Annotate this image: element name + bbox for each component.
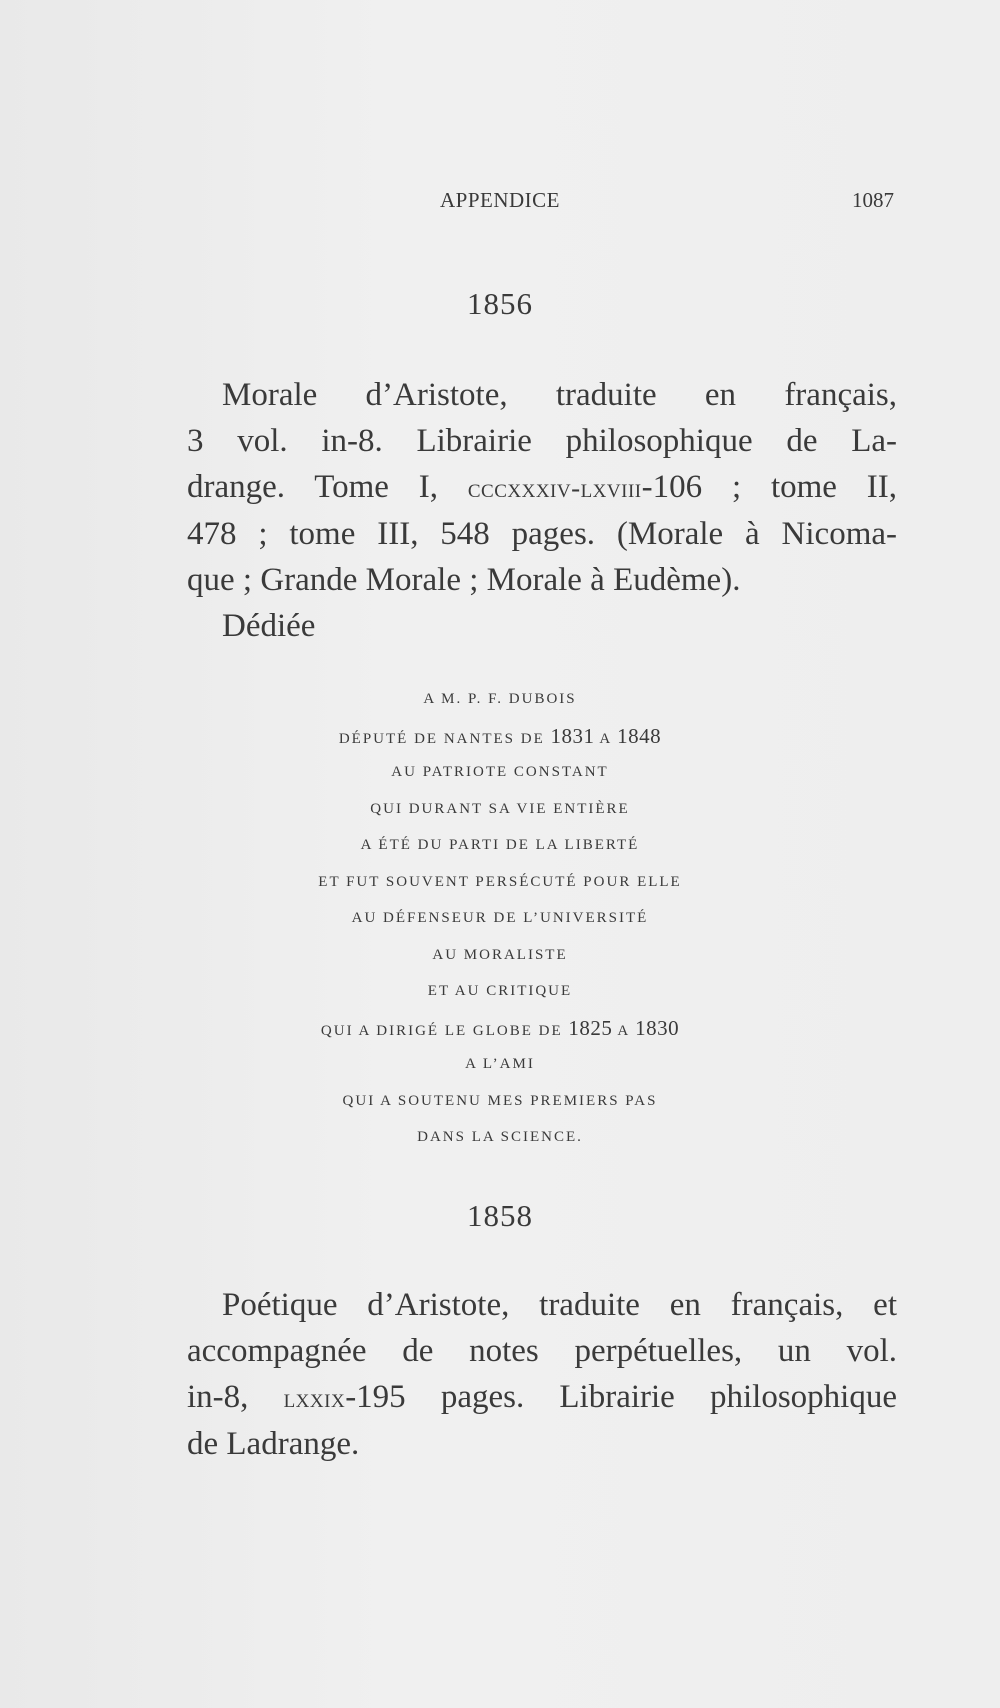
entry-1858-line: de Ladrange. — [187, 1426, 360, 1462]
dedication-block — [0, 681, 1000, 1156]
text-fragment: DÉPUTÉ DE NANTES DE — [338, 730, 551, 747]
entry-1858-line: accompagnée de notes perpétuelles, un vol. — [187, 1333, 897, 1369]
year-number: 1831 — [550, 723, 595, 748]
text-fragment: A — [612, 1022, 636, 1039]
dedication-line: ET AU CRITIQUE — [427, 983, 573, 999]
dediee-line: Dédiée — [222, 608, 316, 644]
dedication-line: A M. P. F. DUBOIS — [423, 691, 577, 707]
text-fragment: drange. Tome I, — [187, 469, 468, 505]
year-heading-1858: 1858 — [467, 1198, 533, 1233]
dedication-line: QUI A SOUTENU MES PREMIERS PAS — [342, 1092, 658, 1109]
dedication-line — [0, 1010, 1000, 1047]
text-fragment: A — [594, 730, 618, 747]
entry-1858-paragraph — [187, 1282, 897, 1467]
roman-pagination: cccxxxiv-lxviii — [467, 473, 642, 503]
text-fragment: QUI A DIRIGÉ LE GLOBE DE — [320, 1022, 569, 1039]
page-number: 1087 — [852, 188, 894, 212]
entry-1858-line — [187, 1374, 897, 1421]
year-heading-1856: 1856 — [467, 286, 533, 321]
running-head — [0, 188, 1000, 218]
entry-1858-line: Poétique d’Aristote, traduite en français, et — [222, 1287, 897, 1323]
year-number: 1830 — [635, 1015, 680, 1040]
dedication-line: AU PATRIOTE CONSTANT — [391, 764, 609, 780]
roman-pagination: lxxix — [283, 1383, 346, 1413]
dedication-line: A ÉTÉ DU PARTI DE LA LIBERTÉ — [360, 837, 640, 853]
entry-1856-line: que ; Grande Morale ; Morale à Eudème). — [187, 562, 741, 598]
text-fragment: in-8, — [187, 1379, 284, 1415]
entry-1856-line: 478 ; tome III, 548 pages. (Morale à Nicoma- — [187, 516, 897, 552]
entry-1856-line: Morale d’Aristote, traduite en français, — [222, 377, 897, 413]
dedication-line — [0, 718, 1000, 755]
running-title: APPENDICE — [439, 188, 560, 212]
text-fragment: -195 pages. Librairie philosophique — [345, 1379, 897, 1415]
year-number: 1825 — [568, 1015, 613, 1040]
text-fragment: -106 ; tome II, — [641, 469, 897, 505]
dedication-line: ET FUT SOUVENT PERSÉCUTÉ POUR ELLE — [318, 873, 682, 890]
entry-1856-paragraph — [187, 372, 897, 649]
year-number: 1848 — [617, 723, 662, 748]
dedication-line: QUI DURANT SA VIE ENTIÈRE — [370, 800, 630, 817]
entry-1856-line — [187, 464, 897, 511]
dedication-line: A L’AMI — [465, 1056, 535, 1072]
dedication-line: DANS LA SCIENCE. — [417, 1129, 583, 1145]
dedication-line: AU DÉFENSEUR DE L’UNIVERSITÉ — [351, 910, 649, 926]
entry-1856-line: 3 vol. in-8. Librairie philosophique de La- — [187, 423, 897, 459]
dedication-line: AU MORALISTE — [432, 946, 568, 963]
